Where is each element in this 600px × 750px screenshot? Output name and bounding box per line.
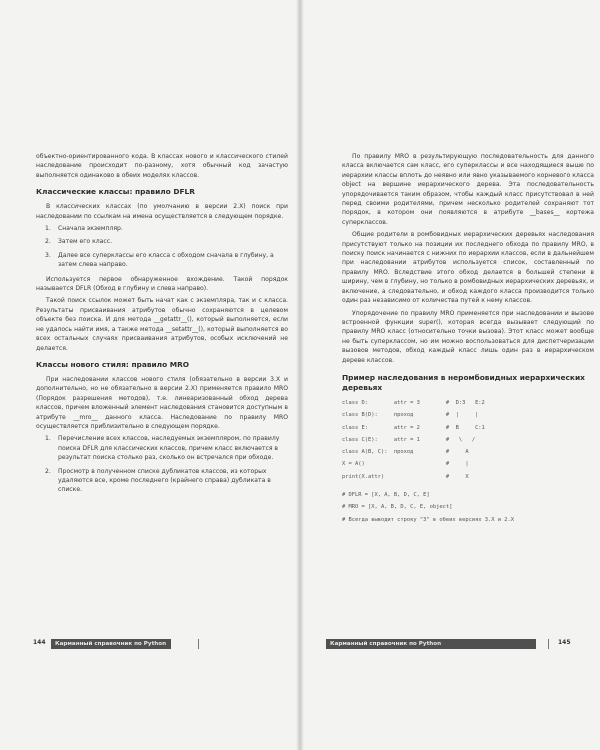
- right-footer: [326, 639, 581, 649]
- list-item: [36, 237, 288, 246]
- book-gutter: [296, 0, 304, 750]
- list-text: Сначала экземпляр.: [58, 225, 123, 233]
- mro-step-list: [36, 434, 288, 494]
- paragraph-mro-order: Упорядочение по правилу MRO применяется при наследовании и вызове встроенной функции super(), которая всегда вызывает следующий по правилу MRO класс (относительно точки вызова). Этот класс может вообще не быть суперклассом, но им можно воспользоваться для диспетчеризации вызовов методов, обход каждый класс лишь один раз в иерархическом дереве классов.: [342, 309, 594, 364]
- list-number: 2.: [45, 467, 51, 475]
- code-line: class D: attr = 3 # D:3 E:2: [342, 399, 485, 406]
- footer-divider: [198, 639, 199, 649]
- code-comment: # DFLR = [X, A, B, D, C, E]: [342, 492, 430, 499]
- list-text: Просмотр в полученном списке дубликатов классов, из которых удаляются все, кроме последнего (крайнего справа) дубликата в списке.: [58, 467, 271, 494]
- heading-dflr: Классические классы: правило DFLR: [36, 187, 195, 197]
- list-item: [36, 251, 288, 270]
- paragraph-first-occurrence: Используется первое обнаруженное вхождение. Такой порядок называется DFLR (Обход в глубину и слева направо).: [36, 275, 288, 293]
- paragraph-common-parents: Общие родители в ромбовидных иерархических деревьях наследования присутствуют только на позиции их последнего обхода по правилу MRO, в поиску поиск начинается с нижних по иерархии классов, если в дальнейшем при наследовании атрибутов используется список, составленный по правилу MRO. Вследствие этого обход делается в большей степени в ширину, чем в глубину, но только в ромбовидных иерархических деревьях, и включение, а следовательно, и обход каждого класса производится только один раз независимо от количества путей к нему классов.: [342, 231, 594, 305]
- page-number: 145: [558, 639, 571, 646]
- running-title: Карманный справочник по Python: [326, 639, 536, 649]
- heading-mro: Классы нового стиля: правило MRO: [36, 359, 190, 369]
- running-title: Карманный справочник по Python: [51, 639, 171, 649]
- code-line: class C(E): attr = 1 # \ /: [342, 436, 476, 443]
- code-comment: # Всегда выводит строку "3" в обеих версиях 3.X и 2.X: [342, 516, 515, 523]
- list-text: Затем его класс.: [58, 238, 113, 246]
- list-item: [36, 434, 288, 462]
- list-text: Перечисление всех классов, наследуемых экземпляром, по правилу поиска DFLR для классических классов, причем класс включается в результат поиска столько раз, сколько он встречался при обходе.: [58, 435, 280, 462]
- list-item: [36, 467, 288, 495]
- left-page: [0, 0, 299, 750]
- code-line: class A(B, C): проход # A: [342, 449, 469, 456]
- list-number: 1.: [45, 435, 51, 443]
- paragraph-search: Такой поиск ссылок может быть начат как с экземпляра, так и с класса. Результаты присваивания атрибутов обычно сохраняются в целевом объекте без поиска. И для метода __getattr__(), который выполняется, если не удалось найти имя, а также метода __setattr__(), который выполняется во всех остальных случаях присваивания атрибутов, особых исключений не делается.: [36, 297, 288, 352]
- code-line: class E: attr = 2 # B C:1: [342, 424, 485, 431]
- paragraph-mro-result: По правилу MRO в результирующую последовательность для данного класса включается сам класс, его суперклассы и все находящиеся выше по иерархии классы вплоть до неявно или явно указываемого корневого класса object на вершине иерархического дерева. Эта последовательность упорядочивается таким образом, чтобы каждый класс присутствовал в ней перед своими родителями, причем несколько родителей сохраняют тот порядок, в котором они появляются в атрибуте __bases__ кортежа суперклассов.: [342, 153, 594, 226]
- list-item: [36, 224, 288, 233]
- list-number: 2.: [45, 238, 51, 246]
- code-comment: # MRO = [X, A, B, D, C, E, object]: [342, 504, 453, 511]
- paragraph-intro: объектно-ориентированного кода. В классах нового и классического стилей наследование происходит по-разному, хотя обычный код зачастую выполняется одинаково в обеих моделях классов.: [36, 153, 288, 179]
- dflr-step-list: [36, 224, 288, 270]
- code-line: print(X.attr) # X: [342, 473, 469, 480]
- list-number: 3.: [45, 251, 51, 259]
- right-page: [301, 0, 600, 750]
- page-number: 144: [33, 639, 46, 646]
- paragraph-dflr: В классических классах (по умолчанию в версии 2.X) поиск при наследовании по ссылкам на имена осуществляется в следующем порядке.: [36, 203, 288, 220]
- paragraph-mro: При наследовании классов нового стиля (обязательно в версии 3.X и дополнительно, но не обязательно в версии 2.X) применяется правило MRO (Порядок разрешения методов), т.е. линеаризованный обход дерева классов, причем вложенный элемент наследования становится доступным в атрибуте __mro__ данного класса. Наследование по правилу MRO осуществляется приблизительно в следующем порядке.: [36, 375, 288, 430]
- footer-divider: [548, 639, 549, 649]
- right-text-column: [342, 152, 594, 528]
- left-text-column: [36, 152, 288, 500]
- list-text: Далее все суперклассы его класса с обходом сначала в глубину, а затем слева направо.: [58, 251, 274, 269]
- code-line: class B(D): проход # | |: [342, 412, 479, 419]
- heading-example: Пример наследования в неромбовидных иерархических деревьях: [342, 372, 585, 392]
- code-line: X = A() # |: [342, 461, 469, 468]
- list-number: 1.: [45, 225, 51, 233]
- left-footer: [33, 639, 288, 649]
